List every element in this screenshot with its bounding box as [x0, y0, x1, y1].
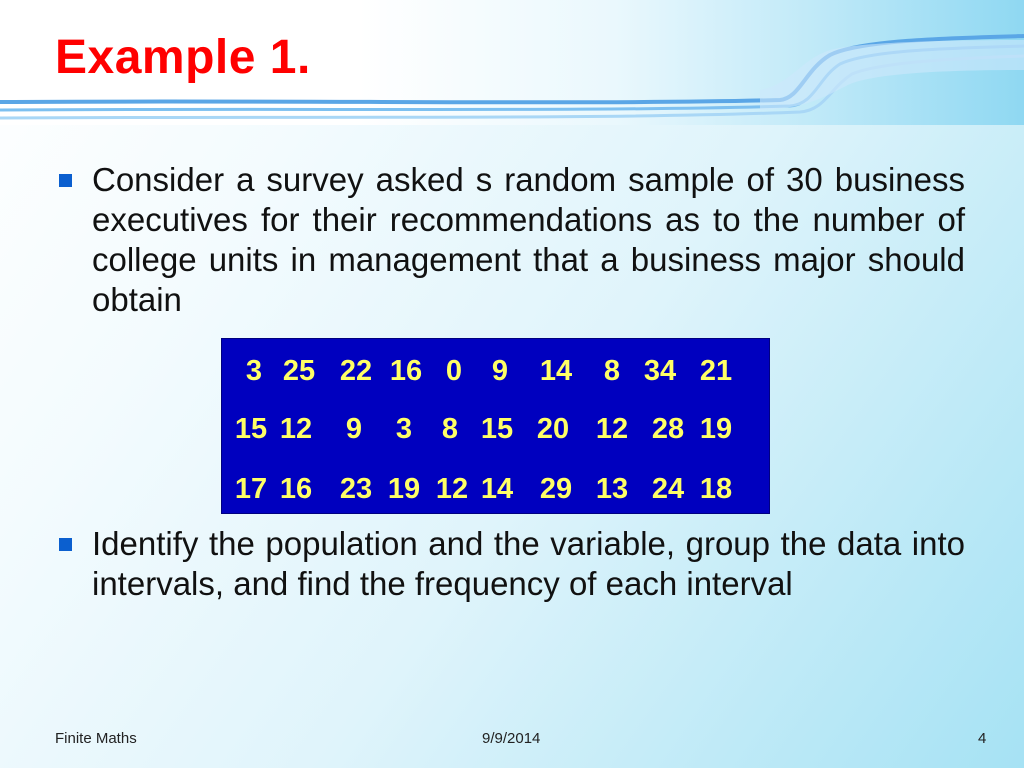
table-cell: 12 — [435, 473, 469, 505]
table-cell: 12 — [595, 413, 629, 445]
table-row — [222, 351, 769, 391]
table-cell: 34 — [643, 355, 677, 387]
table-cell: 23 — [339, 473, 373, 505]
table-row — [222, 409, 769, 449]
footer-date: 9/9/2014 — [482, 730, 541, 747]
table-cell: 0 — [445, 355, 463, 387]
table-cell: 9 — [345, 413, 363, 445]
table-cell: 18 — [699, 473, 733, 505]
table-cell: 16 — [279, 473, 313, 505]
bullet-text: Identify the population and the variable, group the data into intervals, and find the frequency of each interval — [92, 525, 965, 602]
table-cell: 8 — [441, 413, 459, 445]
table-cell: 8 — [603, 355, 621, 387]
table-cell: 9 — [491, 355, 509, 387]
table-cell: 15 — [234, 413, 268, 445]
table-cell: 21 — [699, 355, 733, 387]
bullet-square-icon — [59, 538, 72, 551]
bullet-item-task — [55, 524, 965, 604]
table-cell: 14 — [539, 355, 573, 387]
data-table — [221, 338, 770, 514]
footer-left-text: Finite Maths — [55, 730, 137, 747]
table-cell: 19 — [387, 473, 421, 505]
table-cell: 3 — [395, 413, 413, 445]
table-cell: 29 — [539, 473, 573, 505]
table-cell: 3 — [245, 355, 263, 387]
slide-title: Example 1. — [55, 31, 311, 84]
bullet-square-icon — [59, 174, 72, 187]
table-cell: 22 — [339, 355, 373, 387]
bullet-text: Consider a survey asked s random sample of 30 business executives for their recommendations as to the number of college units in management that a business major should obtain — [92, 161, 965, 318]
table-cell: 17 — [234, 473, 268, 505]
bullet-item-survey — [55, 160, 965, 320]
table-cell: 25 — [282, 355, 316, 387]
table-cell: 14 — [480, 473, 514, 505]
table-cell: 15 — [480, 413, 514, 445]
table-cell: 28 — [651, 413, 685, 445]
table-cell: 24 — [651, 473, 685, 505]
table-cell: 13 — [595, 473, 629, 505]
table-cell: 12 — [279, 413, 313, 445]
slide-number: 4 — [978, 730, 987, 747]
table-cell: 20 — [536, 413, 570, 445]
table-cell: 19 — [699, 413, 733, 445]
table-row — [222, 469, 769, 509]
table-cell: 16 — [389, 355, 423, 387]
